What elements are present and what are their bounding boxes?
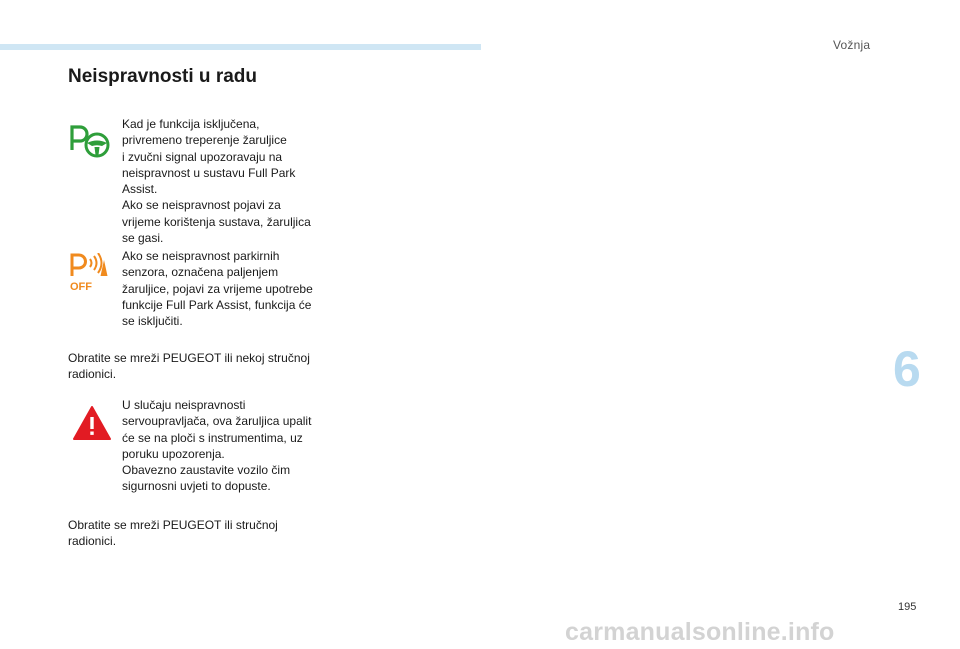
header-accent-bar — [0, 44, 481, 50]
park-sensors-off-icon — [68, 253, 114, 293]
chapter-title: Vožnja — [833, 38, 871, 52]
power-steering-fault-text: U slučaju neispravnosti servoupravljača, ova žaruljica upalit će se na ploči s instrumentima, uz poruku upozorenja. Obavezno zaustavite vozilo čim sigurnosni uvjeti to dopuste. — [122, 398, 312, 494]
chapter-number-tab: 6 — [893, 341, 921, 397]
dealer-note-2: Obratite se mreži PEUGEOT ili stručnoj radionici. — [68, 518, 278, 549]
section-title: Neispravnosti u radu — [68, 66, 257, 87]
warning-triangle-icon — [72, 405, 112, 441]
park-assist-fault-text: Kad je funkcija isključena, privremeno treperenje žaruljice i zvučni signal upozoravaju na neispravnost u sustavu Full Park Assist. Ako se neispravnost pojavi za vrijeme korištenja sustava, žaruljica se gasi. — [122, 117, 311, 246]
park-assist-steering-icon — [68, 122, 114, 162]
watermark: carmanualsonline.info — [565, 618, 835, 646]
park-sensors-fault-text: Ako se neispravnost parkirnih senzora, označena paljenjem žaruljice, pojavi za vrijeme upotrebe funkcije Full Park Assist, funkcija će se isključiti. — [122, 249, 313, 329]
dealer-note-1: Obratite se mreži PEUGEOT ili nekoj stručnoj radionici. — [68, 351, 310, 382]
off-label: OFF — [70, 281, 92, 293]
page-number: 195 — [898, 601, 917, 613]
